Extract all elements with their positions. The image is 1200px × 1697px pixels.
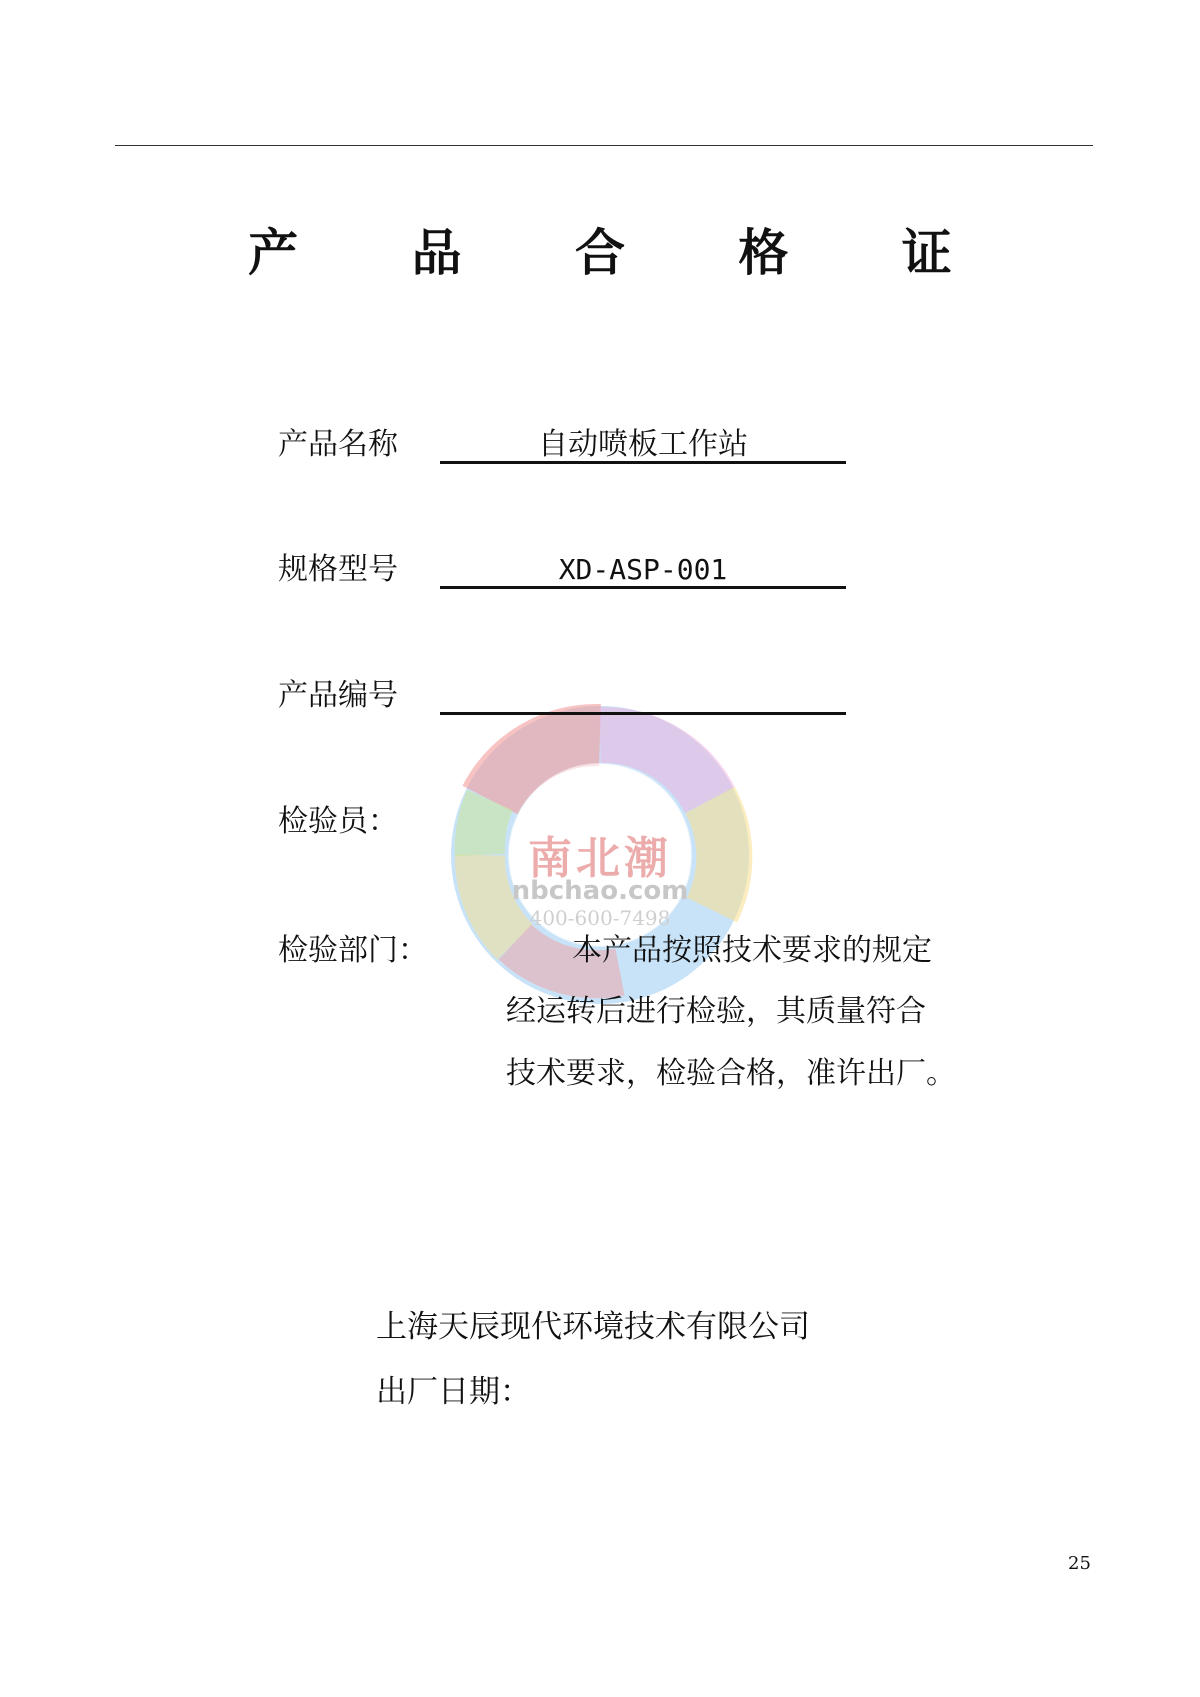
model-value: XD-ASP-001 xyxy=(558,553,728,586)
product-name-label: 产品名称 xyxy=(278,427,398,462)
watermark-site: nbchao.com xyxy=(511,876,689,906)
company-name: 上海天辰现代环境技术有限公司 xyxy=(376,1309,810,1345)
product-name-value: 自动喷板工作站 xyxy=(538,427,748,462)
statement-line-2: 经运转后进行检验，其质量符合 xyxy=(506,994,926,1029)
serial-label: 产品编号 xyxy=(278,678,398,713)
statement-line-1: 本产品按照技术要求的规定 xyxy=(572,933,932,968)
page-number: 25 xyxy=(1068,1553,1091,1574)
serial-underline xyxy=(440,712,846,715)
header-rule xyxy=(115,145,1093,146)
model-label: 规格型号 xyxy=(278,552,398,587)
inspector-label: 检验员： xyxy=(278,804,398,839)
statement-line-3: 技术要求，检验合格，准许出厂。 xyxy=(506,1056,956,1091)
ship-date-label: 出厂日期： xyxy=(376,1374,531,1410)
watermark-brand-cn: 南北潮 xyxy=(528,833,672,884)
model-underline xyxy=(440,586,846,589)
page-title: 产 品 合 格 证 xyxy=(248,224,1000,282)
watermark-phone: 400-600-7498 xyxy=(529,906,671,930)
department-label: 检验部门： xyxy=(278,933,428,968)
product-name-underline xyxy=(440,461,846,464)
